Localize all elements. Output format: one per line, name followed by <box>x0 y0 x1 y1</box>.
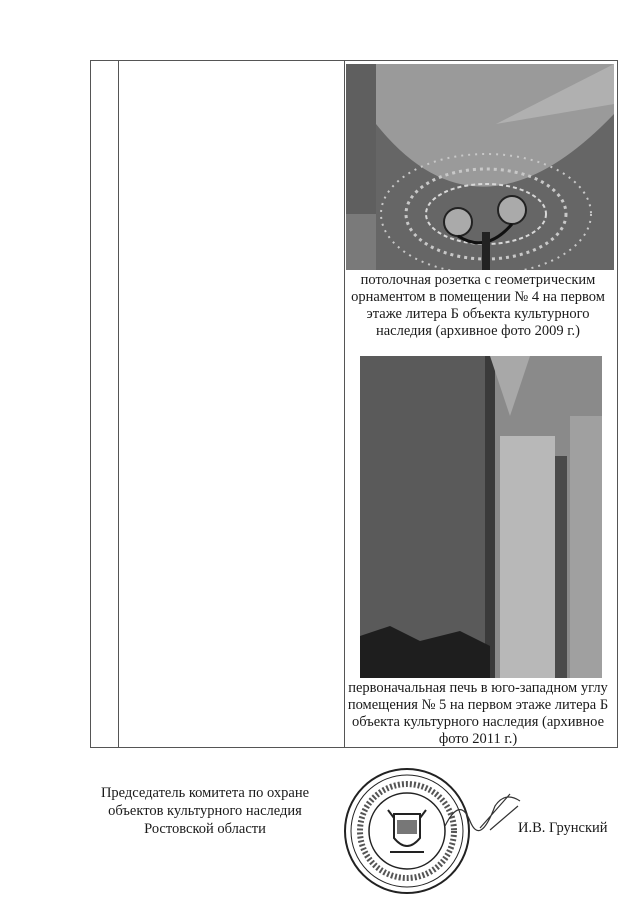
stove-photo <box>360 356 602 678</box>
table-column-divider <box>344 61 345 747</box>
table-column-divider <box>118 61 119 747</box>
handwritten-signature <box>440 786 526 836</box>
ceiling-rosette-photo <box>346 64 614 270</box>
chairman-title: Председатель комитета по охране объектов культурного наследия Ростовской области <box>100 785 310 837</box>
photo-caption-2: первоначальная печь в юго-западном углу помещения № 5 на первом этаже литера Б объекта культурного наследия (архивное фото 2011 г.) <box>347 680 609 747</box>
signer-name: И.В. Грунский <box>518 820 608 836</box>
photo-caption-1: потолочная розетка с геометрическим орнаментом в помещении № 4 на первом этаже литера Б объекта культурного наследия (архивное фото 2009 г.) <box>351 272 605 339</box>
